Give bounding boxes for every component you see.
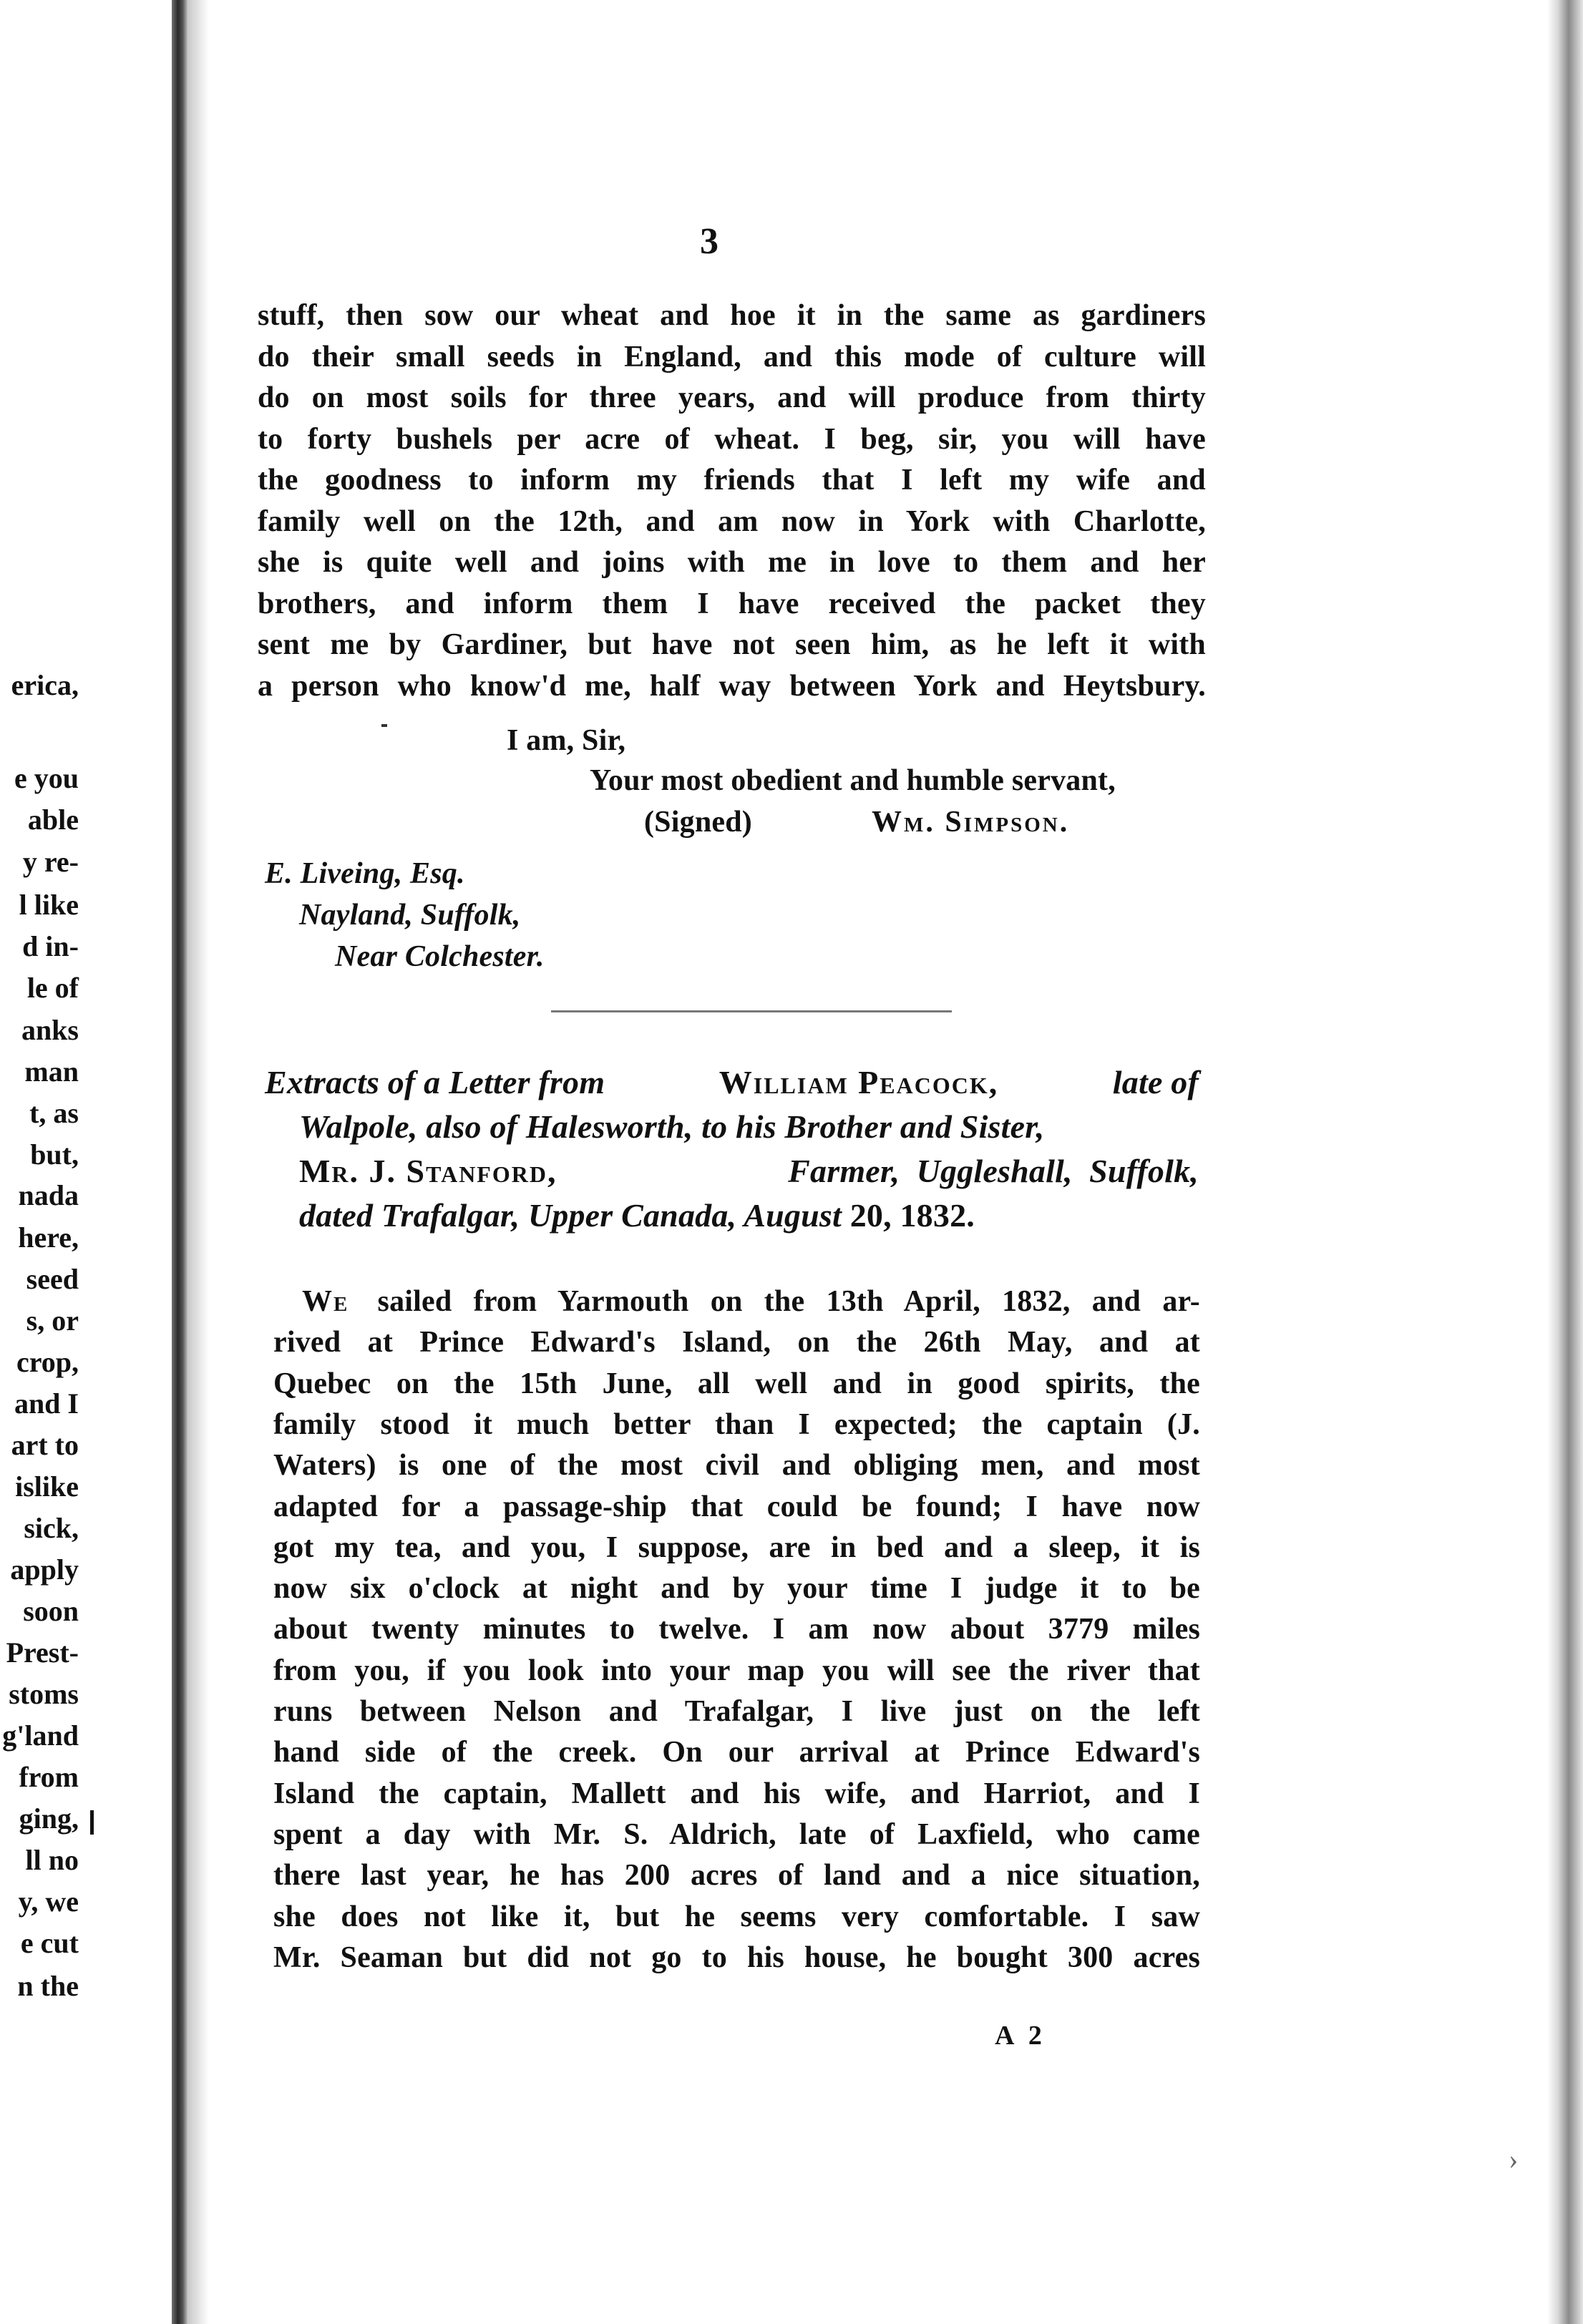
facing-page-line: ll no [25,1844,79,1876]
page-turn-chevron-icon: › [1509,2143,1519,2175]
letter-line [302,1286,1200,1317]
book-spine-shadow [172,0,187,2324]
letter-line: adapted for a passage-ship that could be found; I have now [273,1490,1200,1523]
letter-line: the goodness to inform my friends that I left my wife and [258,464,1206,497]
letter-closing: I am, Sir, [507,724,626,757]
letter-line: Waters) is one of the most civil and obliging men, and most [273,1449,1200,1483]
letter-line: spent a day with Mr. S. Aldrich, late of Laxfield, who came [273,1817,1200,1851]
facing-page-line: l like [19,889,79,921]
heading-text: late of [1104,1064,1199,1100]
letter-line: there last year, he has 200 acres of land and a nice situation, [273,1859,1200,1893]
section-divider [551,1010,952,1012]
printer-signature-mark: A 2 [995,2021,1046,2051]
facing-page-line: apply [10,1553,79,1586]
letter-line: brothers, and inform them I have received the packet they [258,587,1206,620]
facing-page-line: g'land [2,1719,79,1752]
letter-line: sent me by Gardiner, but have not seen him, as he left it with [258,628,1206,661]
letter-line: now six o'clock at night and by your time I judge it to be [273,1572,1200,1606]
letter-line: from you, if you look into your map you will see the river that [273,1654,1200,1687]
letter-line: a person who know'd me, half way between York and Heytsbury. [258,669,1206,703]
facing-page-line: Prest- [6,1636,79,1669]
letter-line: Mr. Seaman but did not go to his house, he bought 300 acres [273,1940,1200,1974]
letter-line-text: sailed from Yarmouth on the 13th April, 1832, and ar- [356,1285,1200,1318]
facing-page-line: le of [26,972,79,1004]
letter-line: do on most soils for three years, and will produce from thirty [258,381,1206,414]
facing-page-line: man [24,1055,79,1088]
heading-line [299,1110,1199,1143]
facing-page-left [0,0,172,2324]
facing-page-line: d in- [22,930,79,962]
closing-mark [381,724,387,727]
facing-page-line: n the [17,1970,79,2002]
facing-page-line: seed [26,1263,79,1295]
page-edge-shadow [1547,0,1583,2324]
heading-text: 20, 1832. [849,1197,975,1234]
heading-text: Walpole, also of Halesworth, to his Brother and Sister, [299,1108,1045,1145]
facing-page-line: t, as [29,1097,79,1129]
letter-line: stuff, then sow our wheat and hoe it in the same as gardiners [258,299,1206,332]
letter-line: do their small seeds in England, and this mode of culture will [258,340,1206,374]
facing-page-line: s, or [26,1304,79,1337]
letter-line: she does not like it, but he seems very comfortable. I saw [273,1900,1200,1933]
letter-line: Quebec on the 15th June, all well and in good spirits, the [273,1367,1200,1400]
heading-name: William Peacock, [719,1064,999,1100]
first-word: We [302,1285,349,1318]
facing-page-line: nada [18,1179,79,1211]
heading-text: Extracts of a Letter from [265,1064,613,1100]
facing-page-line: art to [11,1429,79,1461]
recipient-address-line: Nayland, Suffolk, [299,899,521,932]
facing-page-text-fragments [0,0,79,2324]
facing-page-line: but, [30,1138,79,1171]
facing-page-line: from [19,1761,79,1793]
facing-page-line: e cut [20,1927,79,1959]
letter-line: to forty bushels per acre of wheat. I beg, sir, you will have [258,422,1206,456]
facing-page-line: able [27,804,79,836]
facing-page-line: e you [14,762,79,794]
signed-label: (Signed) [644,806,752,839]
heading-name: Mr. J. Stanford, [299,1153,557,1189]
facing-page-line: soon [23,1595,79,1627]
facing-page-line: stoms [9,1678,79,1710]
facing-page-line: erica, [11,669,79,701]
letter-line: family well on the 12th, and am now in York with Charlotte, [258,504,1206,538]
letter-line: Island the captain, Mallett and his wife, and Harriot, and I [273,1777,1200,1810]
letter-line: she is quite well and joins with me in love to them and her [258,546,1206,579]
book-page [215,0,1546,2324]
letter-line: family stood it much better than I expected; the captain (J. [273,1407,1200,1441]
facing-page-line: ging, [19,1802,79,1835]
letter-line: got my tea, and you, I suppose, are in bed and a sleep, it is [273,1530,1200,1564]
heading-line [299,1199,975,1232]
margin-mark [90,1810,94,1835]
recipient-address-line: E. Liveing, Esq. [265,857,465,890]
letter-valediction: Your most obedient and humble servant, [590,764,1116,797]
signature: Wm. Simpson. [872,806,1070,839]
facing-page-line: crop, [16,1346,79,1378]
facing-page-line: islike [15,1470,79,1503]
gutter-shadow [187,0,209,2324]
facing-page-line: and I [14,1387,79,1420]
facing-page-line: y re- [22,846,79,878]
letter-line: about twenty minutes to twelve. I am now about 3779 miles [273,1613,1200,1646]
facing-page-line: sick, [24,1512,79,1544]
letter-line: hand side of the creek. On our arrival at Prince Edward's [273,1736,1200,1769]
heading-text: Farmer, Uggleshall, Suffolk, [771,1153,1199,1189]
heading-text: dated Trafalgar, Upper Canada, August [299,1197,850,1234]
heading-line [265,1066,1199,1099]
facing-page-line: anks [21,1014,79,1046]
page-number: 3 [700,221,719,262]
letter-line: runs between Nelson and Trafalgar, I live just on the left [273,1695,1200,1728]
facing-page-line: y, we [18,1885,79,1918]
heading-line [299,1155,1199,1188]
letter-line: rived at Prince Edward's Island, on the 26th May, and at [273,1326,1200,1359]
recipient-address-line: Near Colchester. [335,940,545,973]
facing-page-line: here, [18,1221,79,1254]
